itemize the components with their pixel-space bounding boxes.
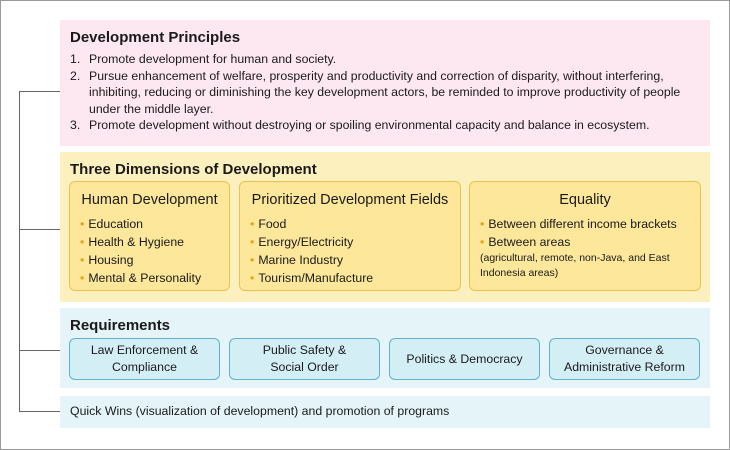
- connector-quickwins: [19, 411, 60, 412]
- dimension-title: Human Development: [81, 192, 218, 208]
- list-item: [250, 233, 373, 251]
- requirements-section: [60, 308, 710, 388]
- dimension-items: [80, 215, 201, 287]
- human-development-box: [69, 181, 230, 291]
- bullet-icon: •: [250, 235, 255, 249]
- bullet-icon: •: [80, 217, 85, 231]
- requirements-title: Requirements: [70, 317, 171, 334]
- connector-principles: [19, 91, 60, 92]
- requirement-public-safety: Public Safety & Social Order: [229, 338, 380, 380]
- item-label: Mental & Personality: [88, 271, 202, 285]
- quick-wins-text: Quick Wins (visualization of development) and promotion of programs: [70, 404, 450, 418]
- connector-vertical: [19, 91, 20, 412]
- principles-title: Development Principles: [70, 29, 241, 46]
- principle-item: [70, 51, 706, 68]
- bullet-icon: •: [480, 235, 485, 249]
- dimension-items: [480, 215, 677, 251]
- item-label: Marine Industry: [258, 253, 344, 267]
- list-item: [250, 269, 373, 287]
- development-principles-section: [60, 20, 710, 146]
- item-label: Education: [88, 217, 144, 231]
- three-dimensions-section: [60, 152, 710, 302]
- principle-text: Promote development for human and society.: [89, 52, 337, 66]
- bullet-icon: •: [80, 271, 85, 285]
- bullet-icon: •: [480, 217, 485, 231]
- principle-number: 3.: [70, 118, 81, 132]
- quick-wins-section: [60, 396, 710, 428]
- dimension-title: Equality: [559, 192, 611, 208]
- item-label: Food: [258, 217, 287, 231]
- list-item: [80, 233, 201, 251]
- bullet-icon: •: [80, 235, 85, 249]
- dimensions-title: Three Dimensions of Development: [70, 161, 317, 178]
- bullet-icon: •: [250, 271, 255, 285]
- item-label: Housing: [88, 253, 134, 267]
- principle-item: [70, 68, 706, 118]
- connector-dimensions: [19, 229, 60, 230]
- list-item: [480, 215, 677, 233]
- dimension-title: Prioritized Development Fields: [251, 192, 449, 208]
- list-item: [250, 251, 373, 269]
- principles-list: [70, 51, 706, 134]
- equality-note: (agricultural, remote, non-Java, and East Indonesia areas): [480, 252, 670, 279]
- equality-box: [469, 181, 701, 291]
- principle-text: Pursue enhancement of welfare, prosperity and productivity and correction of disparity, without interfering, inhibiting, reducing or diminishing the key development actors, be reminded to improve productivity of people under the middle layer.: [89, 68, 681, 116]
- list-item: [80, 215, 201, 233]
- item-label: Between areas: [488, 235, 571, 249]
- requirement-governance: Governance & Administrative Reform: [549, 338, 700, 380]
- item-label: Health & Hygiene: [88, 235, 185, 249]
- bullet-icon: •: [250, 217, 255, 231]
- list-item: [80, 251, 201, 269]
- connector-requirements: [19, 350, 60, 351]
- item-label: Between different income brackets: [488, 217, 677, 231]
- principle-item: [70, 117, 706, 134]
- dimension-items: [250, 215, 373, 287]
- bullet-icon: •: [80, 253, 85, 267]
- item-label: Energy/Electricity: [258, 235, 354, 249]
- principle-number: 2.: [70, 68, 81, 83]
- list-item: [480, 233, 677, 251]
- requirement-politics-democracy: Politics & Democracy: [389, 338, 540, 380]
- item-label: Tourism/Manufacture: [258, 271, 374, 285]
- requirement-law-enforcement: Law Enforcement & Compliance: [69, 338, 220, 380]
- bullet-icon: •: [250, 253, 255, 267]
- list-item: [250, 215, 373, 233]
- list-item: [80, 269, 201, 287]
- principle-number: 1.: [70, 52, 81, 66]
- principle-text: Promote development without destroying or spoiling environmental capacity and balance in ecosystem.: [89, 118, 650, 132]
- prioritized-fields-box: [239, 181, 461, 291]
